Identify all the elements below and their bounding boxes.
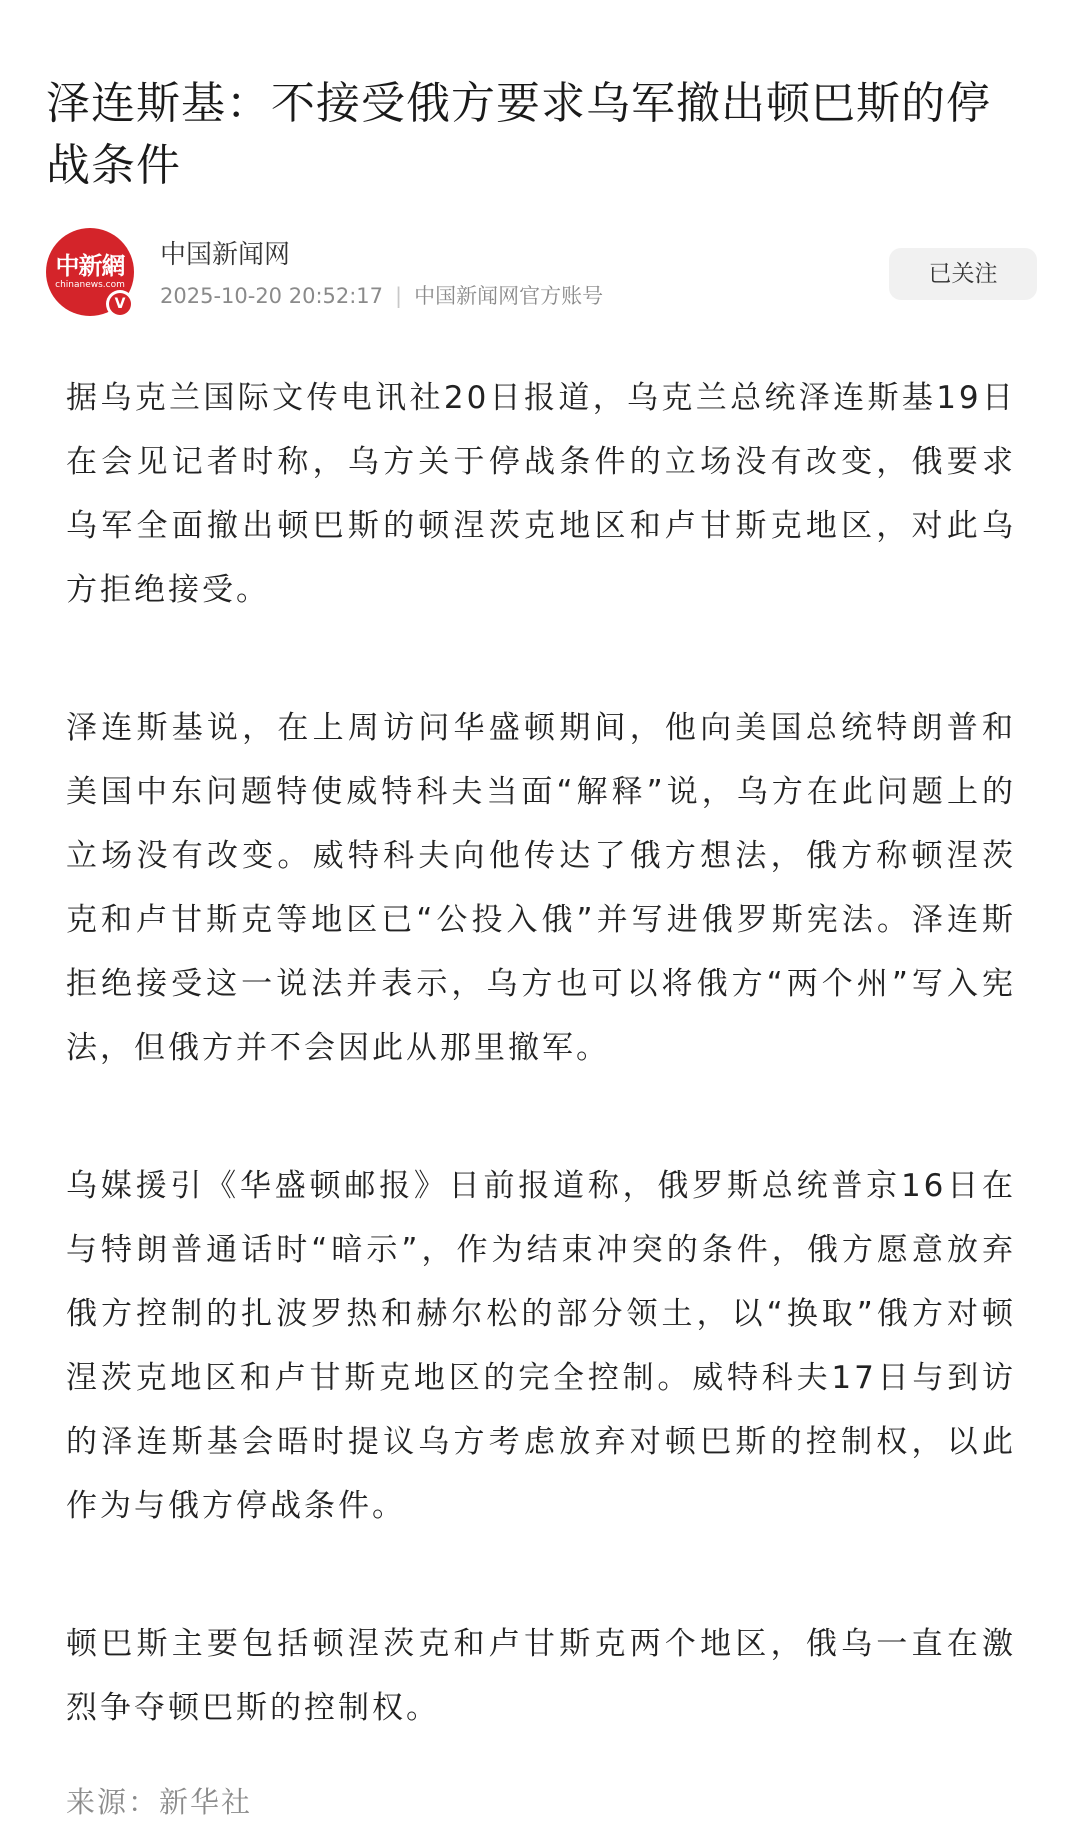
follow-button[interactable]: 已关注 <box>889 248 1037 300</box>
chinanews-logo-subtext: chinanews.com <box>55 280 125 290</box>
meta-separator: | <box>395 284 403 308</box>
verified-mark: V <box>109 293 131 315</box>
verified-badge-icon <box>106 290 134 318</box>
article-paragraph: 据乌克兰国际文传电讯社20日报道，乌克兰总统泽连斯基19日在会见记者时称，乌方关于停战条件的立场没有改变，俄要求乌军全面撤出顿巴斯的顿涅茨克地区和卢甘斯克地区，对此乌方拒绝接受。 <box>66 380 1016 608</box>
account-type: 中国新闻网官方账号 <box>414 284 604 308</box>
publish-timestamp: 2025-10-20 20:52:17 <box>160 284 384 308</box>
article-source: 来源：新华社 <box>66 1785 253 1819</box>
article-title: 泽连斯基：不接受俄方要求乌军撤出顿巴斯的停战条件 <box>46 78 991 192</box>
author-avatar[interactable] <box>46 228 134 316</box>
author-name[interactable]: 中国新闻网 <box>160 240 291 270</box>
author-meta <box>160 280 603 310</box>
article-paragraph: 泽连斯基说，在上周访问华盛顿期间，他向美国总统特朗普和美国中东问题特使威特科夫当面“解释”说，乌方在此问题上的立场没有改变。威特科夫向他传达了俄方想法，俄方称顿涅茨克和卢甘斯克等地区已“公投入俄”并写进俄罗斯宪法。泽连斯拒绝接受这一说法并表示，乌方也可以将俄方“两个州”写入宪法，但俄方并不会因此从那里撤军。 <box>66 710 1016 1066</box>
chinanews-logo-icon: 中新網 <box>55 251 125 280</box>
article-paragraph: 顿巴斯主要包括顿涅茨克和卢甘斯克两个地区，俄乌一直在激烈争夺顿巴斯的控制权。 <box>66 1626 1016 1726</box>
article-paragraph: 乌媒援引《华盛顿邮报》日前报道称，俄罗斯总统普京16日在与特朗普通话时“暗示”，作为结束冲突的条件，俄方愿意放弃俄方控制的扎波罗热和赫尔松的部分领土，以“换取”俄方对顿涅茨克地区和卢甘斯克地区的完全控制。威特科夫17日与到访的泽连斯基会晤时提议乌方考虑放弃对顿巴斯的控制权，以此作为与俄方停战条件。 <box>66 1168 1016 1524</box>
article-body <box>66 366 1016 1814</box>
author-row <box>46 228 1036 324</box>
